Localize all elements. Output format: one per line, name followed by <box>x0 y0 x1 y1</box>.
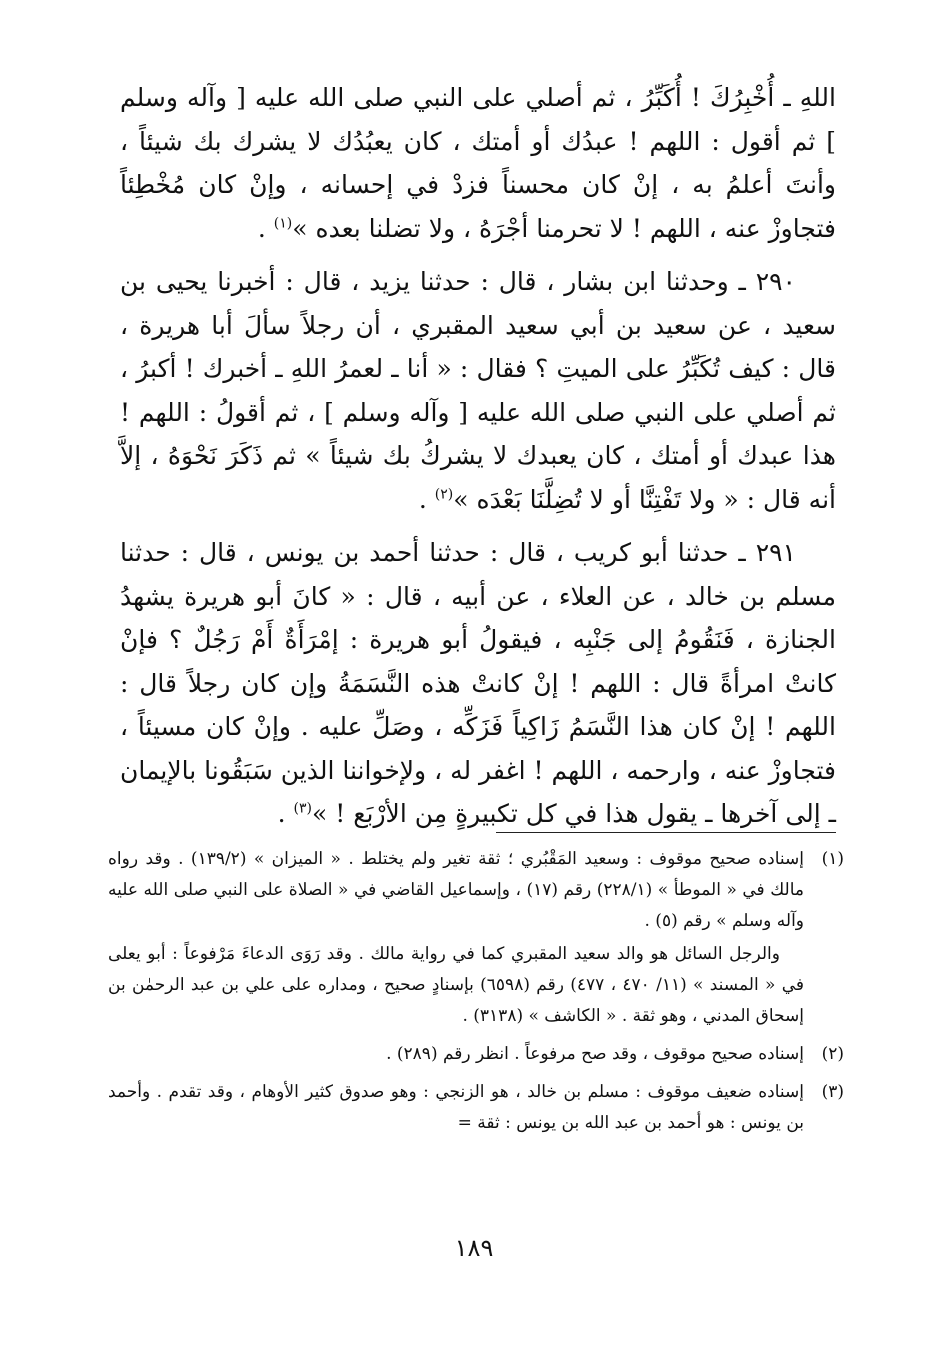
footnote-body <box>108 1077 804 1139</box>
footnote-number: (٢) <box>821 1044 844 1064</box>
footnote-separator <box>496 832 836 833</box>
footnote-text: والرجل السائل هو والد سعيد المقبري كما في رواية مالك . وقد رَوَى الدعاءَ مَرْفوعاً : أبو يعلى في « المسند » (١١/ ٤٧٠ ، ٤٧٧) رقم (٦٥٩٨) بإسنادٍ صحيح ، ومداره على علي بن عبد الرحمٰن بن إسحاق المدني ، وهو ثقة . « الكاشف » (٣١٣٨) . <box>108 944 804 1026</box>
paragraph-continuation: اللهِ ـ أُخْبِرُكَ ! أُكَبِّرُ ، ثم أصلي على النبي صلى الله عليه [ وآله وسلم ] ثم أقول : اللهم ! عبدُك أو أمتك ، كان يعبُدُك لا يشرك بك شيئاً ، وأنتَ أعلمُ به ، إنْ كان محسناً فزدْ في إحسانه ، وإنْ كان مُخْطِئاً فتجاوزْ عنه ، اللهم ! لا تحرمنا أجْرَهُ ، ولا تضلنا بعده »$^{(١)}$ . <box>120 83 836 243</box>
footnote-2 <box>108 1039 844 1070</box>
footnotes <box>108 844 844 1139</box>
footnote-marker: (٣) <box>293 800 312 817</box>
footnote-number: (١) <box>821 849 844 869</box>
footnote-marker: (٢) <box>434 486 454 503</box>
footnote-body <box>108 844 804 1032</box>
footnote-text: إسناده ضعيف موقوف : مسلم بن خالد ، هو الزنجي : وهو صدوق كثير الأوهام ، وقد تقدم . وأحمد بن يونس : هو أحمد بن عبد الله بن يونس : ثقة = <box>108 1082 804 1133</box>
footnote-body <box>108 1039 804 1070</box>
paragraph-text: اللهِ ـ أُخْبِرُكَ ! أُكَبِّرُ ، ثم أصلي على النبي صلى الله عليه [ وآله وسلم ] ثم أقول : اللهم ! عبدُك أو أمتك ، كان يعبُدُك لا يشرك بك شيئاً ، وأنتَ أعلمُ به ، إنْ كان محسناً فزدْ في إحسانه ، وإنْ كان مُخْطِئاً فتجاوزْ عنه ، اللهم ! لا تحرمنا أجْرَهُ ، ولا تضلنا بعده » <box>120 83 836 243</box>
paragraph-text: ٢٩١ ـ حدثنا أبو كريب ، قال : حدثنا أحمد بن يونس ، قال : حدثنا مسلم بن خالد ، عن العلاء ، عن أبيه ، قال : « كانَ أبو هريرة يشهدُ الجنازة ، فَنَقُومُ إلى جَنْبِه ، فيقولُ أبو هريرة : إمْرَأَةٌ أَمْ رَجُلٌ ؟ فإنْ كانتْ امرأةً قال : اللهم ! إنْ كانتْ هذه النَّسَمَةُ وإن كان رجلاً قال : اللهم ! إنْ كان هذا النَّسَمُ زَاكِياً فَزَكِّه ، وصَلِّ عليه . وإنْ كان مسيئاً ، فتجاوزْ عنه ، وارحمه ، اللهم ! اغفر له ، ولإخواننا الذين سَبَقُونا بالإيمان ـ إلى آخرها ـ يقول هذا في كل تكبيرةٍ مِن الأرْبَع ! » <box>120 538 836 828</box>
hadith-291: ٢٩١ ـ حدثنا أبو كريب ، قال : حدثنا أحمد بن يونس ، قال : حدثنا مسلم بن خالد ، عن العلاء ، عن أبيه ، قال : « كانَ أبو هريرة يشهدُ الجنازة ، فَنَقُومُ إلى جَنْبِه ، فيقولُ أبو هريرة : إمْرَأَةٌ أَمْ رَجُلٌ ؟ فإنْ كانتْ امرأةً قال : اللهم ! إنْ كانتْ هذه النَّسَمَةُ وإن كان رجلاً قال : اللهم ! إنْ كان هذا النَّسَمُ زَاكِياً فَزَكِّه ، وصَلِّ عليه . وإنْ كان مسيئاً ، فتجاوزْ عنه ، وارحمه ، اللهم ! اغفر له ، ولإخواننا الذين سَبَقُونا بالإيمان ـ إلى آخرها ـ يقول هذا في كل تكبيرةٍ مِن الأرْبَع ! »$^{(٣)}$ . <box>120 538 836 828</box>
footnote-3 <box>108 1077 844 1139</box>
footnote-marker: (١) <box>273 215 293 232</box>
page-number: ١٨٩ <box>454 1234 494 1262</box>
paragraph-text: ٢٩٠ ـ وحدثنا ابن بشار ، قال : حدثنا يزيد ، قال : أخبرنا يحيى بن سعيد ، عن سعيد بن أبي سعيد المقبري ، أن رجلاً سألَ أبا هريرة ، قال : كيف تُكَبِّرُ على الميتِ ؟ فقال : « أنا ـ لعمرُ اللهِ ـ أخبرك ! أكبرُ ، ثم أصلي على النبي صلى الله عليه [ وآله وسلم ] ، ثم أقولُ : اللهم ! هذا عبدك أو أمتك ، كان يعبدك لا يشركُ بك شيئاً » ثم ذَكَرَ نَحْوَهُ ، إلاَّ أنه قال : « ولا تَفْتِنَّا أو لا تُضِلَّنَا بَعْدَه » <box>120 267 836 514</box>
footnote-text: إسناده صحيح موقوف : وسعيد المَقْبُري ؛ ثقة تغير ولم يختلط . « الميزان » (١٣٩/٢) . وقد رواه مالك في « الموطأ » (٢٢٨/١) رقم (١٧) ، وإسماعيل القاضي في « الصلاة على النبي صلى الله عليه وآله وسلم » رقم (٥) . <box>108 849 804 931</box>
footnote-number: (٣) <box>821 1082 844 1102</box>
footnote-text: إسناده صحيح موقوف ، وقد صح مرفوعاً . انظر رقم (٢٨٩) . <box>386 1044 804 1064</box>
main-text-block <box>120 76 836 836</box>
hadith-290: ٢٩٠ ـ وحدثنا ابن بشار ، قال : حدثنا يزيد ، قال : أخبرنا يحيى بن سعيد ، عن سعيد بن أبي سعيد المقبري ، أن رجلاً سألَ أبا هريرة ، قال : كيف تُكَبِّرُ على الميتِ ؟ فقال : « أنا ـ لعمرُ اللهِ ـ أخبرك ! أكبرُ ، ثم أصلي على النبي صلى الله عليه [ وآله وسلم ] ، ثم أقولُ : اللهم ! هذا عبدك أو أمتك ، كان يعبدك لا يشركُ بك شيئاً » ثم ذَكَرَ نَحْوَهُ ، إلاَّ أنه قال : « ولا تَفْتِنَّا أو لا تُضِلَّنَا بَعْدَه »$^{(٢)}$ . <box>120 267 836 514</box>
footnote-1 <box>108 844 844 1032</box>
